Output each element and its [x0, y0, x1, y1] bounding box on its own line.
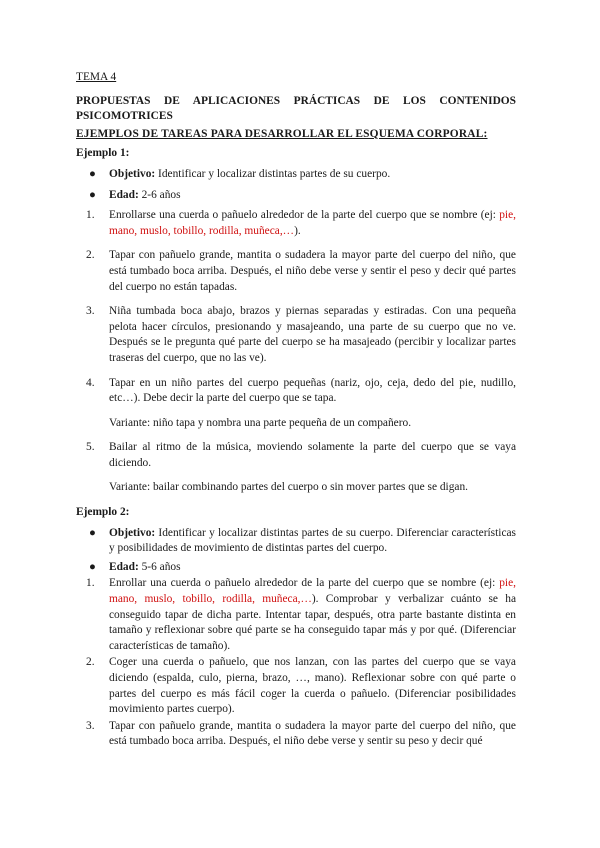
list-item — [76, 576, 516, 654]
item-number: 4. — [86, 376, 95, 389]
variante-text: Variante: niño tapa y nombra una parte pequeña de un compañero. — [109, 416, 412, 429]
item-text-end: ). Comprobar y verbalizar cuánto se ha conseguido tapar de dicha parte. Intentar tapar, después, otra parte bastante distinta en tamaño y reflexionar sobre qué parte se ha conseguido tapar más y por qué. (Diferenciar características de tamaño). — [109, 593, 516, 652]
ejemplo-1-heading: Ejemplo 1: — [76, 147, 130, 160]
bullet-icon: ● — [89, 167, 96, 180]
item-text: Tapar con pañuelo grande, mantita o sudadera la mayor parte del cuerpo del niño, que está tumbado boca arriba. Después, el niño debe verse y sentir su peso y decir qué — [109, 719, 516, 748]
objetivo-text: Identificar y localizar distintas partes de su cuerpo. — [155, 167, 391, 180]
item-number: 3. — [86, 305, 95, 318]
item-text: Enrollarse una cuerda o pañuelo alrededor de la parte del cuerpo que se nombre (ej: — [109, 209, 500, 222]
list-item — [76, 376, 516, 407]
ejemplo-1-edad — [76, 188, 516, 204]
item-number: 2. — [86, 656, 95, 669]
edad-text: 5-6 años — [138, 560, 181, 573]
item-text: Coger una cuerda o pañuelo, que nos lanzan, con las partes del cuerpo que se vaya diciendo (espalda, culo, pierna, brazo, …, mano). Reflexionar sobre con qué parte o partes del cuerpo es más fácil coger la cuerda o pañuelo. (Diferenciar posibilidades movimiento partes cuerpo). — [109, 656, 516, 716]
bullet-icon: ● — [89, 560, 96, 573]
document-title: PROPUESTAS DE APLICACIONES PRÁCTICAS DE LOS CONTENIDOS PSICOMOTRICES — [76, 94, 516, 123]
list-item — [76, 304, 516, 366]
list-item — [76, 719, 516, 750]
item-number: 5. — [86, 441, 95, 454]
list-item — [76, 248, 516, 295]
item-number: 1. — [86, 209, 95, 222]
item-number: 3. — [86, 719, 95, 732]
item-number: 1. — [86, 577, 95, 590]
item-red-text: pie, mano, muslo, tobillo, rodilla, muñeca,… — [109, 209, 516, 237]
section-heading: EJEMPLOS DE TAREAS PARA DESARROLLAR EL ESQUEMA CORPORAL: — [76, 127, 488, 140]
edad-label: Edad: — [109, 560, 139, 573]
item-number: 2. — [86, 249, 95, 262]
edad-text: 2-6 años — [138, 188, 181, 201]
tema-heading: TEMA 4 — [76, 71, 117, 83]
objetivo-label: Objetivo: — [109, 167, 156, 180]
list-item — [76, 440, 516, 471]
objetivo-label: Objetivo: — [109, 526, 156, 539]
item-text: Bailar al ritmo de la música, moviendo solamente la parte del cuerpo que se vaya diciendo. — [109, 441, 516, 469]
variante-text: Variante: bailar combinando partes del cuerpo o sin mover partes que se digan. — [109, 481, 468, 494]
item-red-text: pie, mano, muslo, tobillo, rodilla, muñeca,… — [109, 577, 516, 606]
item-text: Enrollar una cuerda o pañuelo alrededor de la parte del cuerpo que se nombre (ej: — [109, 577, 500, 590]
ejemplo-2-heading: Ejemplo 2: — [76, 506, 130, 519]
item-text: Tapar con pañuelo grande, mantita o sudadera la mayor parte del cuerpo del niño, que está tumbado boca arriba. Después, el niño debe verse y sentir el peso y decir qué partes del cuerpo no están tapadas. — [109, 249, 516, 293]
edad-label: Edad: — [109, 188, 139, 201]
item-text: Niña tumbada boca abajo, brazos y piernas separadas y estiradas. Con una pequeña pelota hacer círculos, presionando y masajeando, una parte de su cuerpo que no ve. Después se le pregunta qué parte del cuerpo se ha masajeado (percibir y localizar partes traseras del cuerpo, que no las ve). — [109, 305, 516, 364]
objetivo-text: Identificar y localizar distintas partes de su cuerpo. Diferenciar características y posibilidades de movimiento de distintas partes del cuerpo. — [109, 526, 516, 555]
item-text-end: ). — [294, 224, 301, 237]
list-item — [76, 208, 516, 239]
ejemplo-2-block — [76, 505, 516, 750]
ejemplo-2-edad — [76, 560, 516, 576]
ejemplo-1-objetivo — [76, 167, 516, 183]
bullet-icon: ● — [89, 188, 96, 201]
ejemplo-2-objetivo — [76, 526, 516, 557]
bullet-icon: ● — [89, 526, 96, 539]
list-item — [76, 655, 516, 717]
item-text: Tapar en un niño partes del cuerpo pequeñas (nariz, ojo, ceja, dedo del pie, nudillo, etc…). Debe decir la parte del cuerpo que se tapa. — [109, 376, 516, 405]
